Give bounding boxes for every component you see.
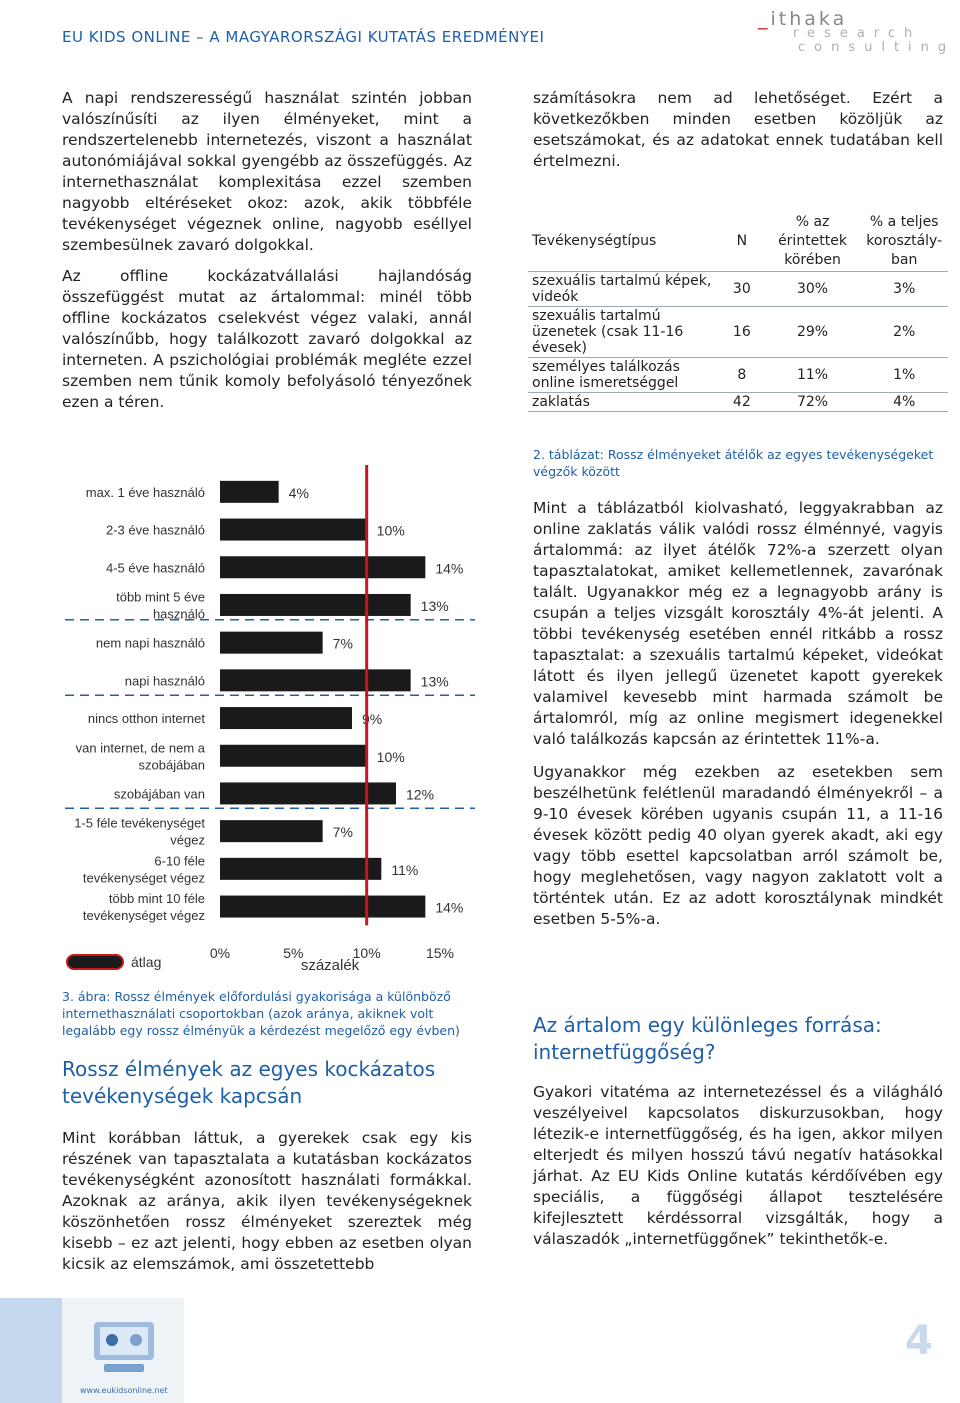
- table-row: [528, 393, 948, 412]
- running-header: EU KIDS ONLINE – A MAGYARORSZÁGI KUTATÁS EREDMÉNYEI: [62, 28, 545, 46]
- x-tick-label: 5%: [283, 945, 304, 961]
- category-label: 4-5 éve használó: [105, 560, 205, 576]
- value-label: 12%: [406, 786, 435, 803]
- category-label: szobájában van: [113, 786, 205, 802]
- table-cell-n: 8: [719, 358, 765, 393]
- category-label: több mint 10 féle tevékenységet végez: [82, 891, 205, 924]
- x-tick-label: 15%: [425, 945, 455, 961]
- value-label: 10%: [376, 748, 405, 765]
- value-label: 13%: [420, 673, 449, 690]
- bar: [220, 858, 381, 880]
- value-label: 10%: [376, 522, 405, 539]
- legend-swatch: [67, 955, 123, 969]
- bar: [220, 519, 367, 541]
- value-label: 11%: [391, 861, 419, 878]
- section-heading-internet-addiction: Az ártalom egy különleges forrása: internetfüggőség?: [533, 1013, 882, 1064]
- table-row: [528, 358, 948, 393]
- category-label: 2-3 éve használó: [105, 522, 205, 538]
- activity-table: [528, 212, 948, 412]
- left-paragraph-1: A napi rendszerességű használat szintén jobban valószínűsíti az ilyen élményeket, mint a rendszertelenebb internetezés, viszont a használat autonómiájával sokkal gyengébb az összefüggés. Az internethasználat komplexitása ezzel szemben nagyobb eltéréseket okoz: azok, akik többféle tevékenységet végeznek online, nagyobb eséllyel szembesülnek zavaró dolgokkal.: [62, 89, 472, 254]
- bar: [220, 820, 323, 842]
- table-header-pct-affected: % az érintettek körében: [765, 212, 861, 272]
- table-cell-pct-total: 3%: [860, 272, 948, 307]
- table-cell-activity: személyes találkozás online ismeretséggel: [528, 358, 719, 393]
- table-header-n: N: [719, 212, 765, 272]
- table-cell-pct-affected: 30%: [765, 272, 861, 307]
- kids-computer-icon: [84, 1312, 164, 1378]
- section-heading-risky-activities: Rossz élmények az egyes kockázatos tevékenységek kapcsán: [62, 1057, 436, 1108]
- value-label: 14%: [435, 899, 464, 916]
- figure-caption: 3. ábra: Rossz élmények előfordulási gyakorisága a különböző internethasználati csoportokban (azok aránya, akiknek volt legalább egy rossz élményük a kérdezést megelőző egy évben): [62, 989, 460, 1038]
- category-label: max. 1 éve használó: [85, 484, 205, 500]
- table-cell-n: 30: [719, 272, 765, 307]
- value-label: 9%: [362, 711, 383, 728]
- right-paragraph-3: Ugyanakkor még ezekben az esetekben sem beszélhetünk felétlenül maradandó élményekről – a 9-10 évesek körében ugyanis csupán 11, a 11-16 évesek között pedig 40 olyan gyerek akadt, aki egy vagy több esettel kapcsolatban arról számolt be, hogy meglehetősen, vagy nagyon zaklatott volt a történtek után. Ez az adott korosztálynak mindkét esetben 5-5%-a.: [533, 763, 943, 928]
- table-header-pct-total: % a teljes korosztály-ban: [860, 212, 948, 272]
- table-cell-pct-affected: 11%: [765, 358, 861, 393]
- value-label: 13%: [420, 597, 449, 614]
- table-cell-activity: zaklatás: [528, 393, 719, 412]
- table-cell-pct-total: 1%: [860, 358, 948, 393]
- bar: [220, 632, 323, 654]
- table-cell-pct-total: 4%: [860, 393, 948, 412]
- bar-chart: [65, 465, 485, 985]
- legend-label: átlag: [131, 954, 162, 970]
- chart-svg: [65, 465, 485, 985]
- x-axis-title: százalék: [300, 957, 360, 974]
- table-row: [528, 272, 948, 307]
- table-cell-n: 16: [719, 307, 765, 358]
- value-label: 7%: [332, 824, 353, 841]
- category-label: több mint 5 éve használó: [116, 589, 205, 622]
- table-header-activity: Tevékenységtípus: [528, 212, 719, 272]
- category-label: nincs otthon internet: [87, 711, 205, 727]
- eukidsonline-logo: www.eukidsonline.net: [62, 1298, 184, 1403]
- ithaka-logo: _ithaka research consulting: [758, 8, 956, 55]
- left-paragraph-2: Az offline kockázatvállalási hajlandóság összefüggést mutat az ártalommal: minél több offline kockázatos cselekvést végez valaki, annál valószínűbb, hogy találkozott zavaró dolgokkal az interneten. A pszichológiai problémák megléte ezzel szemben nem tűnik komoly befolyásoló tényezőnek ezen a téren.: [62, 267, 472, 411]
- right-paragraph-4: Gyakori vitatéma az internetezéssel és a világháló veszélyeivel kapcsolatos diskurzusokban, hogy létezik-e internetfüggőség, és ha igen, akkor milyen elterjedt és milyen hosszú távú negatív hatásokkal járhat. Az EU Kids Online kutatás kérdőívében egy speciális, a függőségi állapot tesztelésére kifejlesztett kérdéssorral vizsgálták, hogy a válaszadók „internetfüggőnek” tekinthetők-e.: [533, 1083, 943, 1248]
- table-cell-pct-affected: 29%: [765, 307, 861, 358]
- value-label: 14%: [435, 560, 464, 577]
- value-label: 7%: [332, 635, 353, 652]
- table-cell-n: 42: [719, 393, 765, 412]
- page-number: 4: [905, 1318, 933, 1364]
- bar: [220, 745, 367, 767]
- category-label: napi használó: [124, 673, 205, 689]
- table-cell-pct-affected: 72%: [765, 393, 861, 412]
- bar: [220, 707, 352, 729]
- x-tick-label: 10%: [352, 945, 381, 961]
- table-caption: 2. táblázat: Rossz élményeket átélők az egyes tevékenységeket végzők között: [533, 447, 934, 479]
- value-label: 4%: [288, 484, 309, 501]
- bar: [220, 556, 425, 578]
- table-cell-activity: szexuális tartalmú üzenetek (csak 11-16 évesek): [528, 307, 719, 358]
- x-tick-label: 0%: [209, 945, 231, 961]
- bar: [220, 782, 396, 804]
- category-label: nem napi használó: [95, 635, 205, 651]
- footer-corner-band: [0, 1298, 62, 1403]
- bar: [220, 896, 425, 918]
- table-cell-activity: szexuális tartalmú képek, videók: [528, 272, 719, 307]
- bar: [220, 669, 411, 691]
- right-paragraph-2: Mint a táblázatból kiolvasható, leggyakrabban az online zaklatás válik valódi rossz élménnyé, vagyis ártalommá: az ilyet átélők 72%-a szerzett olyan tapasztalatokat, amiket kellemetlennek, zavarónak talált. Ugyanakkor még ez a legnagyobb arány is csupán a teljes vizsgált korosztály 4%-át jelenti. A többi tevékenység esetében ennél ritkább a rossz tapasztalat: a szexuális tartalmú képeket, videókat látott és ilyen jellegű üzenetet kapott gyerekek valamivel kevesebb mint harmada számolt be ártalomról, míg az online megismert idegenekkel való találkozás kapcsán az érintettek 11%-a.: [533, 499, 943, 748]
- category-label: van internet, de nem a szobájában: [75, 740, 205, 773]
- bar: [220, 481, 279, 503]
- table-row: [528, 307, 948, 358]
- bar: [220, 594, 411, 616]
- right-paragraph-1: számításokra nem ad lehetőséget. Ezért a következőkben minden esetben közöljük az esetszámokat, és az adatokat ennek tudatában kell értelmezni.: [533, 89, 943, 170]
- category-label: 1-5 féle tevékenységet végez: [74, 815, 205, 848]
- left-paragraph-3: Mint korábban láttuk, a gyerekek csak egy kis részének van tapasztalata a kutatásban kockázatos tevékenységként azonosított használati formákkal. Azoknak az aránya, akik ilyen tevékenységeknek köszönhetően rossz élményeket szereztek még kisebb – ez azt jelenti, hogy ebben az esetben olyan kicsik az elemszámok, ami összetettebb: [62, 1129, 472, 1273]
- category-label: 6-10 féle tevékenységet végez: [82, 853, 205, 886]
- table-header-row: [528, 212, 948, 272]
- table-cell-pct-total: 2%: [860, 307, 948, 358]
